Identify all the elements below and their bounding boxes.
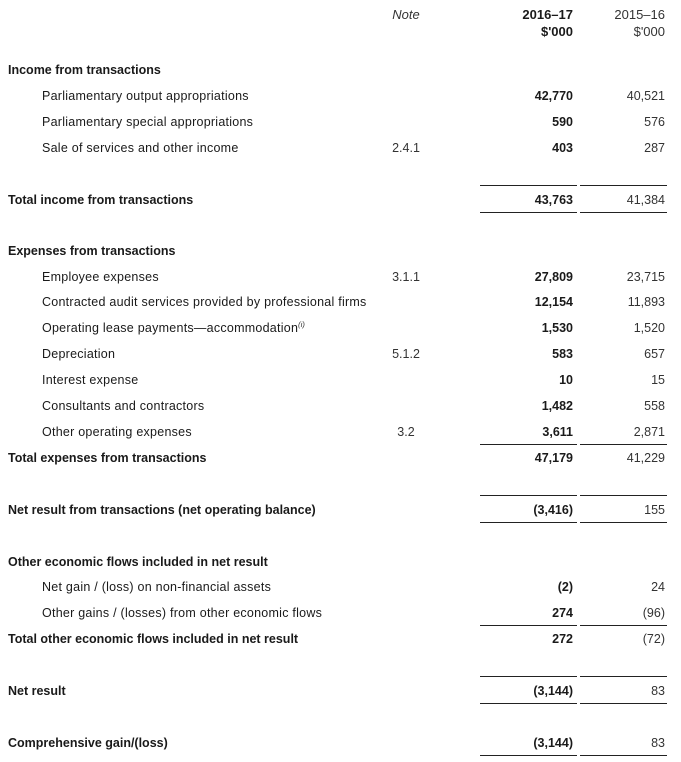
- rule-line: [580, 703, 667, 704]
- table-row: [0, 577, 681, 597]
- current-year-label: 2016–17: [522, 7, 573, 22]
- row-label: [42, 318, 305, 338]
- rule-line: [580, 185, 667, 186]
- row-label: Comprehensive gain/(loss): [8, 736, 168, 750]
- current-year-column-header: [480, 6, 573, 40]
- row-value-current: 403: [552, 141, 573, 155]
- row-value-prior: 1,520: [633, 321, 665, 335]
- row-label: Expenses from transactions: [8, 244, 176, 258]
- table-row: [0, 267, 681, 287]
- rule-line: [480, 755, 577, 756]
- row-note: 3.2: [397, 425, 415, 439]
- row-value-prior: 15: [651, 373, 665, 387]
- rule-line: [480, 185, 577, 186]
- row-value-current: 590: [552, 115, 573, 129]
- rule-line: [580, 212, 667, 213]
- prior-year-label: 2015–16: [614, 7, 665, 22]
- rule-line: [480, 522, 577, 523]
- note-column-header: Note: [392, 7, 420, 22]
- section-heading-expenses: [0, 241, 681, 261]
- rule-line: [480, 495, 577, 496]
- row-note: 2.4.1: [392, 141, 420, 155]
- row-value-prior: 657: [644, 347, 665, 361]
- total-row: [0, 629, 681, 649]
- row-value-current: 1,482: [541, 399, 573, 413]
- table-row: [0, 112, 681, 132]
- row-label: Total expenses from transactions: [8, 451, 207, 465]
- table-row: [0, 318, 681, 338]
- row-value-current: 274: [552, 606, 573, 620]
- row-label: Parliamentary special appropriations: [42, 115, 254, 129]
- row-value-prior: 2,871: [633, 425, 665, 439]
- prior-year-column-header: [580, 6, 665, 40]
- row-value-prior: 23,715: [626, 270, 665, 284]
- table-row: [0, 603, 681, 623]
- row-value-current: 12,154: [534, 295, 573, 309]
- row-label: Other operating expenses: [42, 425, 192, 439]
- row-value-current: 43,763: [534, 193, 573, 207]
- total-row: [0, 681, 681, 701]
- row-value-prior: 24: [651, 580, 665, 594]
- row-value-prior: 155: [644, 503, 665, 517]
- row-label-text: Operating lease payments—accommodation: [42, 321, 299, 335]
- rule-line: [580, 625, 667, 626]
- rule-line: [580, 444, 667, 445]
- table-row: [0, 86, 681, 106]
- table-row: [0, 422, 681, 442]
- total-row: [0, 733, 681, 753]
- row-label: Employee expenses: [42, 270, 159, 284]
- total-row: [0, 448, 681, 468]
- row-value-current: (3,144): [533, 684, 573, 698]
- row-value-prior: 576: [644, 115, 665, 129]
- row-label: Other economic flows included in net result: [8, 555, 268, 569]
- row-label: Sale of services and other income: [42, 141, 239, 155]
- row-label: Other gains / (losses) from other economic flows: [42, 606, 323, 620]
- rule-line: [580, 676, 667, 677]
- row-label: Net result from transactions (net operating balance): [8, 503, 316, 517]
- row-note: 3.1.1: [392, 270, 420, 284]
- row-value-current: 3,611: [542, 425, 573, 439]
- rule-line: [580, 522, 667, 523]
- row-value-current: 10: [559, 373, 573, 387]
- rule-line: [580, 495, 667, 496]
- row-value-current: 583: [552, 347, 573, 361]
- section-heading-income: [0, 60, 681, 80]
- rule-line: [480, 703, 577, 704]
- row-value-prior: 41,384: [626, 193, 665, 207]
- table-row: [0, 138, 681, 158]
- row-value-prior: 83: [651, 684, 665, 698]
- row-label: Total income from transactions: [8, 193, 194, 207]
- row-value-prior: 287: [644, 141, 665, 155]
- row-label: Depreciation: [42, 347, 116, 361]
- total-row: [0, 500, 681, 520]
- row-value-current: 1,530: [541, 321, 573, 335]
- row-note: 5.1.2: [392, 347, 420, 361]
- row-value-prior: 83: [651, 736, 665, 750]
- row-value-prior: 41,229: [626, 451, 665, 465]
- prior-year-unit: $'000: [633, 24, 665, 39]
- row-value-prior: (72): [642, 632, 665, 646]
- row-label: Total other economic flows included in net result: [8, 632, 299, 646]
- row-label: Parliamentary output appropriations: [42, 89, 249, 103]
- footnote-marker: (i): [298, 322, 306, 329]
- row-label: Consultants and contractors: [42, 399, 205, 413]
- current-year-unit: $'000: [540, 24, 573, 39]
- total-row: [0, 190, 681, 210]
- row-value-prior: 40,521: [626, 89, 665, 103]
- row-label: Contracted audit services provided by professional firms: [42, 295, 367, 309]
- row-value-prior: (96): [642, 606, 665, 620]
- row-value-current: (3,416): [533, 503, 573, 517]
- table-row: [0, 396, 681, 416]
- row-value-prior: 11,893: [627, 295, 665, 309]
- row-value-current: (2): [557, 580, 573, 594]
- row-label: Net result: [8, 684, 66, 698]
- row-value-current: 47,179: [534, 451, 573, 465]
- row-label: Interest expense: [42, 373, 139, 387]
- rule-line: [480, 444, 577, 445]
- table-row: [0, 370, 681, 390]
- row-value-current: (3,144): [533, 736, 573, 750]
- rule-line: [580, 755, 667, 756]
- row-value-prior: 558: [644, 399, 665, 413]
- row-value-current: 42,770: [534, 89, 573, 103]
- row-value-current: 272: [552, 632, 573, 646]
- section-heading-other-flows: [0, 552, 681, 572]
- rule-line: [480, 625, 577, 626]
- table-row: [0, 292, 681, 312]
- rule-line: [480, 212, 577, 213]
- row-label: Income from transactions: [8, 63, 161, 77]
- row-value-current: 27,809: [534, 270, 573, 284]
- table-row: [0, 344, 681, 364]
- row-label: Net gain / (loss) on non-financial assets: [42, 580, 272, 594]
- rule-line: [480, 676, 577, 677]
